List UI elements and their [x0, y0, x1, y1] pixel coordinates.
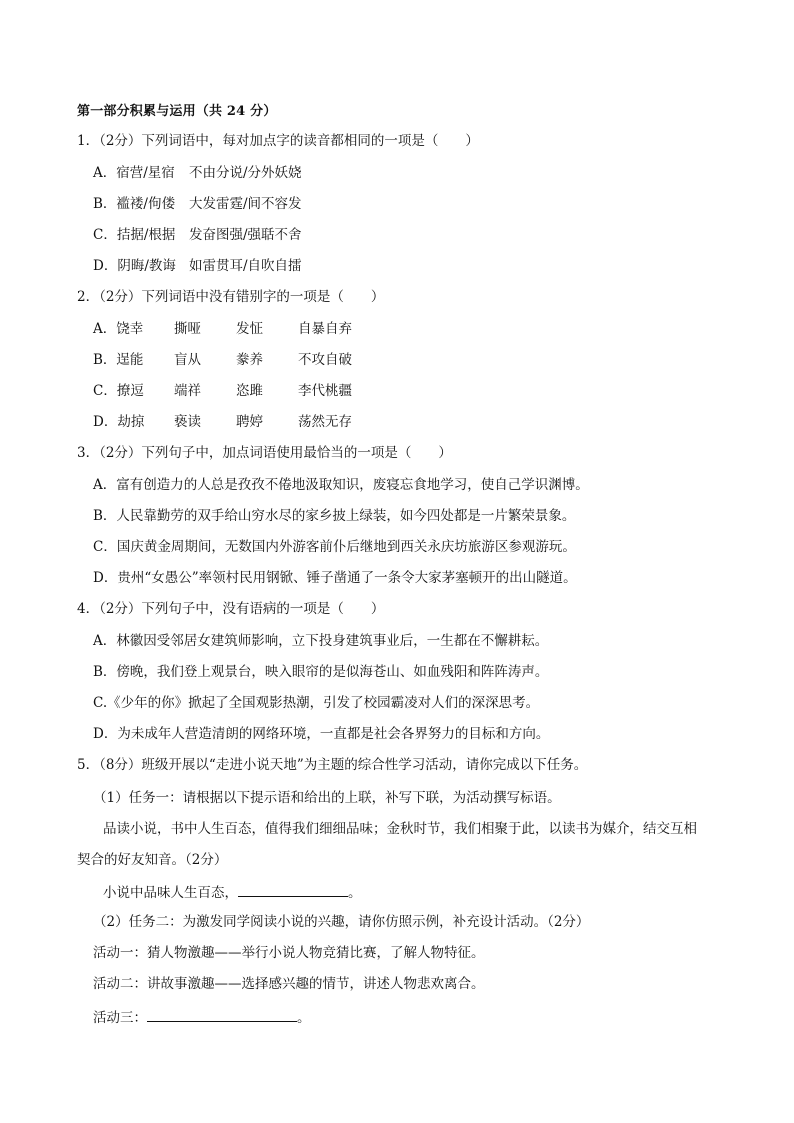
section-title: 第一部分积累与运用（共 24 分）	[77, 104, 277, 119]
activity-3-prefix: 活动三：	[93, 1010, 147, 1026]
question-5-task-1: （1）任务一：请根据以下提示语和给出的上联，补写下联，为活动撰写标语。	[93, 790, 561, 806]
question-1-option-d	[93, 257, 302, 275]
question-4-option-c: C.《少年的你》掀起了全国观影热潮，引发了校园霸凌对人们的深深思考。	[93, 695, 540, 711]
option-word: 不攻自破	[298, 352, 352, 368]
question-3-option-c: C．国庆黄金周期间，无数国内外游客前仆后继地到西关永庆坊旅游区参观游玩。	[93, 539, 576, 555]
option-word: 撕哑	[174, 321, 201, 337]
question-4-stem: 4．（2分）下列句子中，没有语病的一项是（ ）	[77, 601, 385, 617]
option-word: 自暴自弃	[298, 321, 352, 337]
question-5-activity-1: 活动一：猜人物激趣——举行小说人物竞猜比赛，了解人物特征。	[93, 945, 485, 961]
question-1-option-a	[93, 164, 302, 182]
option-phrase: 大发雷霆/间不容发	[189, 196, 302, 212]
option-word: C．撩逗	[93, 383, 144, 399]
question-2-option-d	[93, 413, 352, 431]
activity-3-suffix: 。	[297, 1010, 311, 1026]
question-3-option-b: B．人民靠勤劳的双手给山穷水尽的家乡披上绿装，如今四处都是一片繁荣景象。	[93, 508, 576, 524]
question-1-option-b	[93, 195, 302, 213]
option-phrase: 如雷贯耳/自吹自擂	[189, 258, 302, 274]
option-phrase: 发奋图强/强聒不舍	[189, 227, 302, 243]
option-word: 荡然无存	[298, 414, 352, 430]
question-5-task-2: （2）任务二：为激发同学阅读小说的兴趣，请你仿照示例，补充设计活动。（2分）	[93, 914, 590, 930]
activity-3-answer-blank[interactable]	[147, 1007, 297, 1022]
question-3-option-d: D．贵州“女愚公”率领村民用钢锨、锤子凿通了一条令大家茅塞顿开的出山隧道。	[93, 570, 577, 586]
option-word: 李代桃疆	[298, 383, 352, 399]
question-2-stem: 2．（2分）下列词语中没有错别字的一项是（ ）	[77, 289, 385, 305]
question-2-option-a	[93, 320, 352, 338]
question-3-option-a: A．富有创造力的人总是孜孜不倦地汲取知识，废寝忘食地学习，使自己学识渊博。	[93, 477, 589, 493]
option-word: C．拮据/根据	[93, 227, 176, 243]
question-2-option-b	[93, 351, 352, 369]
option-word: 豢养	[236, 352, 263, 368]
question-4-option-d: D．为未成年人营造清朗的网络环境，一直都是社会各界努力的目标和方向。	[93, 726, 550, 742]
option-word: 聘婷	[236, 414, 263, 430]
option-word: A．饶幸	[93, 321, 144, 337]
couplet-answer-blank[interactable]	[238, 882, 348, 897]
question-1-option-c	[93, 226, 302, 244]
question-5-activity-3	[93, 1007, 311, 1027]
question-4-option-a: A．林徽因受邻居女建筑师影响，立下投身建筑事业后，一生都在不懈耕耘。	[93, 633, 549, 649]
question-5-prompt-line-1: 品读小说，书中人生百态，值得我们细细品味；金秋时节，我们相聚于此，以读书为媒介，结交互相	[103, 821, 697, 837]
option-word: B．褴褛/佝偻	[93, 196, 175, 212]
option-word: 恣雎	[236, 383, 263, 399]
option-word: 盲从	[174, 352, 201, 368]
question-3-stem: 3．（2分）下列句子中，加点词语使用最恰当的一项是（ ）	[77, 445, 452, 461]
option-word: 端祥	[174, 383, 201, 399]
option-phrase: 不由分说/分外妖娆	[189, 165, 302, 181]
option-word: 亵读	[174, 414, 201, 430]
question-5-stem: 5．（8分）班级开展以“走进小说天地”为主题的综合性学习活动，请你完成以下任务。	[77, 757, 588, 773]
question-5-couplet	[103, 882, 362, 902]
option-word: A．宿营/星宿	[93, 165, 175, 181]
question-1-stem: 1．（2分）下列词语中，每对加点字的读音都相同的一项是（ ）	[77, 133, 479, 149]
couplet-prefix: 小说中品味人生百态，	[103, 885, 238, 901]
question-4-option-b: B．傍晚，我们登上观景台，映入眼帘的是似海苍山、如血残阳和阵阵涛声。	[93, 664, 549, 680]
option-word: 发怔	[236, 321, 263, 337]
question-5-prompt-line-2: 契合的好友知音。（2分）	[77, 852, 228, 868]
couplet-suffix: 。	[348, 885, 362, 901]
question-5-activity-2: 活动二：讲故事激趣——选择感兴趣的情节，讲述人物悲欢离合。	[93, 976, 485, 992]
option-word: B．逞能	[93, 352, 144, 368]
option-word: D．阴晦/教诲	[93, 258, 176, 274]
option-word: D．劫掠	[93, 414, 145, 430]
question-2-option-c	[93, 382, 352, 400]
